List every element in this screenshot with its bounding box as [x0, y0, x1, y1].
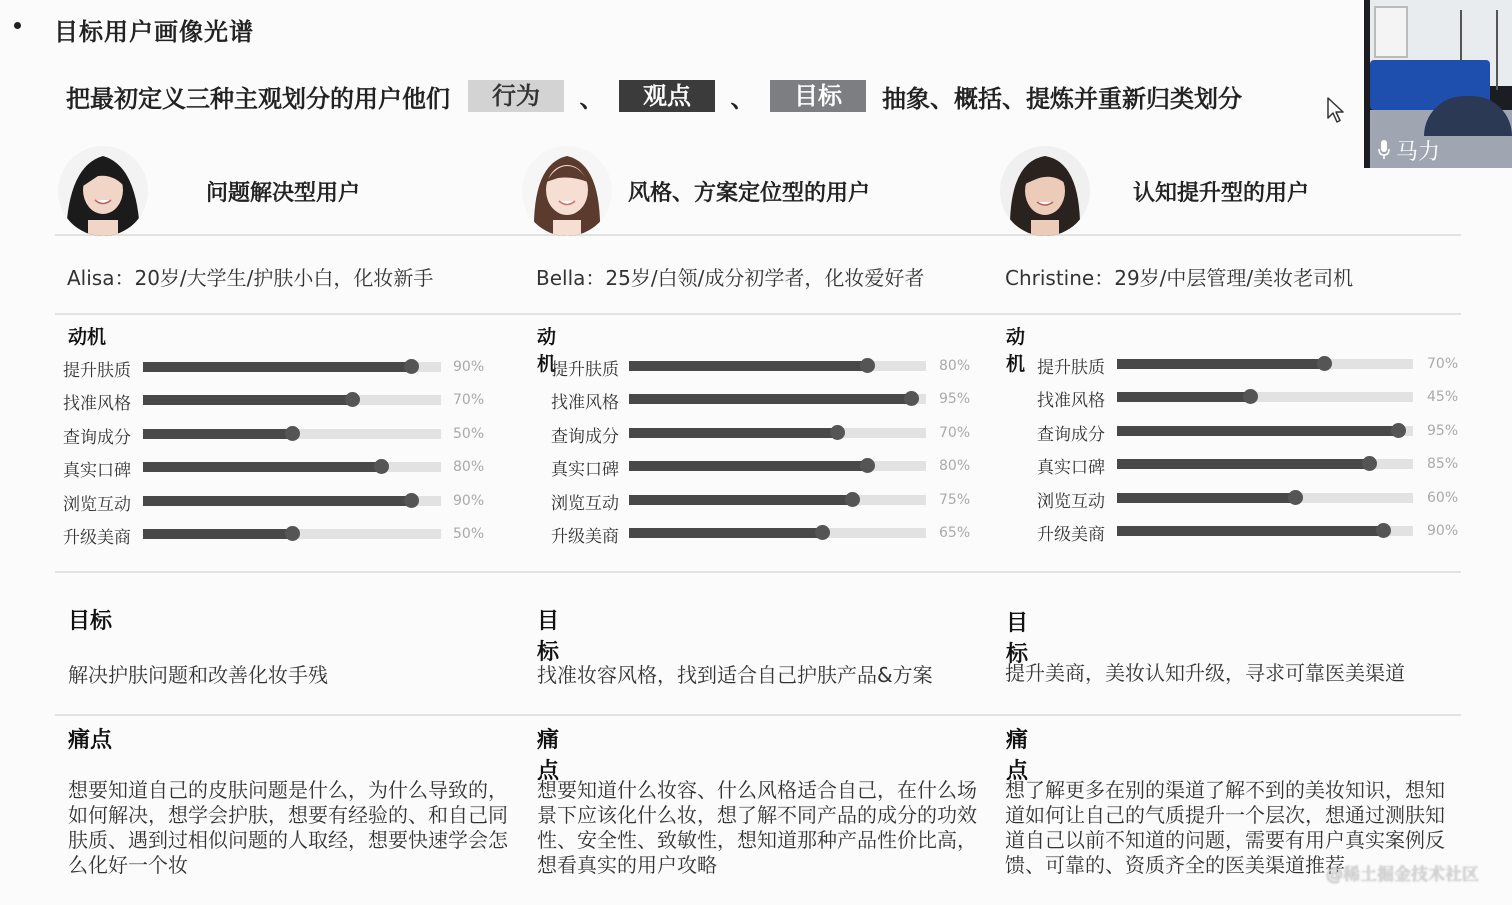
motivation-bar	[143, 395, 441, 405]
motivation-bar-fill	[1117, 426, 1398, 436]
motivation-bar-fill	[1117, 526, 1383, 536]
motivation-bar	[1117, 459, 1413, 469]
motivation-bar	[1117, 392, 1413, 402]
motivation-label: 浏览互动	[551, 494, 619, 514]
motivation-bar-knob	[815, 525, 830, 540]
motivation-percent: 70%	[453, 392, 485, 408]
motivation-bar	[629, 461, 926, 471]
persona-avatar	[522, 146, 612, 236]
persona-title: 风格、方案定位型的用户	[628, 181, 871, 206]
motivation-percent: 95%	[1427, 423, 1459, 439]
goal-heading: 目标	[68, 609, 113, 634]
goal-heading: 目标	[1006, 611, 1029, 667]
motivation-percent: 85%	[1427, 456, 1459, 472]
motivation-bar	[143, 462, 441, 472]
motivation-percent: 90%	[453, 359, 485, 375]
motivation-bar	[143, 496, 441, 506]
motivation-bar-knob	[904, 391, 919, 406]
motivation-bar	[629, 394, 926, 404]
wall-frame	[1374, 6, 1408, 58]
motivation-bar-knob	[404, 493, 419, 508]
motivation-label: 提升肤质	[63, 361, 131, 381]
motivation-label: 找准风格	[551, 393, 619, 413]
motivation-bar-fill	[143, 496, 411, 506]
motivation-percent: 80%	[939, 458, 971, 474]
motivation-bar-fill	[629, 394, 911, 404]
page-title: 目标用户画像光谱	[54, 18, 254, 46]
persona-avatar	[58, 146, 148, 236]
motivation-label: 查询成分	[63, 428, 131, 448]
motivation-percent: 90%	[1427, 523, 1459, 539]
motivation-bar	[1117, 493, 1413, 503]
motivation-percent: 70%	[1427, 356, 1459, 372]
motivation-bar	[143, 529, 441, 539]
motivation-bar-knob	[1243, 389, 1258, 404]
persona-title: 问题解决型用户	[206, 181, 361, 206]
participant-name-bar	[1370, 136, 1440, 164]
motivation-label: 升级美商	[1037, 525, 1105, 545]
divider	[55, 714, 1461, 716]
motivation-label: 升级美商	[63, 528, 131, 548]
subtitle-separator: 、	[579, 84, 604, 113]
motivation-label: 找准风格	[63, 394, 131, 414]
motivation-bar	[1117, 426, 1413, 436]
motivation-bar-fill	[143, 529, 292, 539]
divider	[55, 313, 1461, 315]
motivation-label: 浏览互动	[1037, 492, 1105, 512]
motivation-label: 真实口碑	[63, 461, 131, 481]
motivation-percent: 65%	[939, 525, 971, 541]
pain-heading: 痛点	[537, 728, 560, 784]
motivation-label: 真实口碑	[551, 460, 619, 480]
title-bullet	[14, 22, 21, 29]
motivation-bar	[1117, 359, 1413, 369]
motivation-bar	[143, 362, 441, 372]
persona-description: Bella：25岁/白领/成分初学者，化妆爱好者	[536, 266, 925, 290]
motivation-bar-knob	[830, 425, 845, 440]
motivation-label: 找准风格	[1037, 391, 1105, 411]
motivation-heading: 动机	[68, 326, 107, 348]
tag-behavior: 行为	[468, 80, 564, 112]
mouse-cursor-icon	[1326, 96, 1346, 124]
tag-goal: 目标	[770, 80, 866, 112]
watermark: @稀土掘金技术社区	[1326, 865, 1479, 885]
motivation-bar	[629, 495, 926, 505]
motivation-bar-fill	[629, 495, 852, 505]
pain-text: 想要知道什么妆容、什么风格适合自己，在什么场景下应该化什么妆，想了解不同产品的成分的功效性、安全性、致敏性，想知道那种产品性价比高，想看真实的用户攻略	[537, 778, 977, 877]
goal-text: 找准妆容风格，找到适合自己护肤产品&方案	[537, 663, 933, 687]
motivation-bar-knob	[404, 359, 419, 374]
motivation-bar-knob	[860, 458, 875, 473]
subtitle-row	[66, 78, 1242, 114]
motivation-bar-fill	[1117, 359, 1324, 369]
motivation-bar-knob	[1288, 490, 1303, 505]
divider	[55, 571, 1461, 573]
motivation-heading: 动机	[537, 326, 557, 375]
subtitle-prefix: 把最初定义三种主观划分的用户他们	[66, 84, 450, 113]
motivation-bar	[1117, 526, 1413, 536]
motivation-bar	[143, 429, 441, 439]
motivation-percent: 90%	[453, 493, 485, 509]
subtitle-separator: 、	[730, 84, 755, 113]
motivation-label: 提升肤质	[1037, 358, 1105, 378]
goal-text: 解决护肤问题和改善化妆手残	[68, 663, 328, 687]
subtitle-suffix: 抽象、概括、提炼并重新归类划分	[882, 84, 1242, 113]
goal-text: 提升美商，美妆认知升级，寻求可靠医美渠道	[1005, 661, 1405, 685]
motivation-label: 提升肤质	[551, 360, 619, 380]
divider	[55, 234, 1461, 236]
microphone-icon	[1378, 140, 1390, 160]
motivation-label: 真实口碑	[1037, 458, 1105, 478]
motivation-bar-knob	[345, 392, 360, 407]
motivation-bar-knob	[1317, 356, 1332, 371]
motivation-bar-knob	[1391, 423, 1406, 438]
motivation-bar-fill	[143, 462, 381, 472]
motivation-bar	[629, 528, 926, 538]
motivation-bar-fill	[143, 395, 352, 405]
motivation-percent: 60%	[1427, 490, 1459, 506]
motivation-bar-fill	[629, 428, 837, 438]
motivation-bar-knob	[845, 492, 860, 507]
motivation-percent: 75%	[939, 492, 971, 508]
motivation-percent: 70%	[939, 425, 971, 441]
motivation-percent: 80%	[939, 358, 971, 374]
motivation-bar-fill	[1117, 493, 1295, 503]
persona-description: Christine：29岁/中层管理/美妆老司机	[1005, 266, 1354, 290]
motivation-percent: 50%	[453, 526, 485, 542]
motivation-bar-fill	[143, 429, 292, 439]
motivation-bar	[629, 361, 926, 371]
motivation-bar-knob	[860, 358, 875, 373]
pain-text: 想了解更多在别的渠道了解不到的美妆知识，想知道如何让自己的气质提升一个层次，想通过测肤知道自己以前不知道的问题，需要有用户真实案例反馈、可靠的、资质齐全的医美渠道推荐	[1005, 778, 1445, 877]
motivation-bar-knob	[1362, 456, 1377, 471]
motivation-bar-knob	[1376, 523, 1391, 538]
motivation-heading: 动机	[1006, 326, 1026, 375]
motivation-bar	[629, 428, 926, 438]
pain-text: 想要知道自己的皮肤问题是什么，为什么导致的，如何解决，想学会护肤，想要有经验的、和自己同肤质、遇到过相似问题的人取经，想要快速学会怎么化好一个妆	[68, 778, 508, 877]
motivation-label: 查询成分	[1037, 425, 1105, 445]
persona-description: Alisa：20岁/大学生/护肤小白，化妆新手	[67, 266, 434, 290]
motivation-percent: 50%	[453, 426, 485, 442]
motivation-bar-knob	[374, 459, 389, 474]
motivation-percent: 80%	[453, 459, 485, 475]
motivation-bar-knob	[285, 526, 300, 541]
motivation-bar-fill	[629, 461, 867, 471]
motivation-bar-fill	[143, 362, 411, 372]
persona-avatar	[1000, 146, 1090, 236]
participant-name: 马力	[1396, 139, 1441, 165]
motivation-percent: 45%	[1427, 389, 1459, 405]
motivation-bar-fill	[1117, 392, 1250, 402]
pain-heading: 痛点	[1006, 728, 1029, 784]
motivation-label: 查询成分	[551, 427, 619, 447]
motivation-bar-fill	[1117, 459, 1369, 469]
tag-viewpoint: 观点	[619, 80, 715, 112]
motivation-label: 浏览互动	[63, 495, 131, 515]
motivation-percent: 95%	[939, 391, 971, 407]
video-tile[interactable]	[1364, 0, 1512, 168]
persona-title: 认知提升型的用户	[1133, 181, 1310, 206]
goal-heading: 目标	[537, 609, 560, 665]
motivation-bar-knob	[285, 426, 300, 441]
pain-heading: 痛点	[68, 728, 113, 753]
motivation-label: 升级美商	[551, 527, 619, 547]
motivation-bar-fill	[629, 528, 822, 538]
motivation-bar-fill	[629, 361, 867, 371]
